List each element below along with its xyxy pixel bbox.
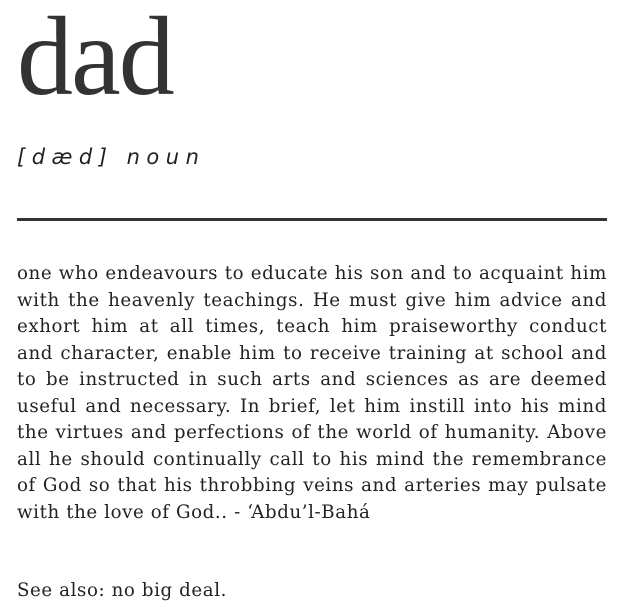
entry-word: dad [17, 0, 173, 119]
see-also-text: See also: no big deal. [17, 580, 227, 601]
definition-text: one who endeavours to educate his son and to acquaint him with the heavenly teachings. He must give him advice and exhort him at all times, teach him praiseworthy conduct and character, enable him to receive training at school and to be instructed in such arts and sciences as are deemed useful and necessary. In brief, let him instill into his mind the virtues and perfections of the world of humanity. Above all he should continually call to his mind the remembrance of God so that his throbbing veins and arteries may pulsate with the love of God.. - ‘Abdu’l-Bahá [17, 263, 607, 523]
divider-line [17, 218, 607, 221]
pronunciation: [dæd] noun [17, 145, 206, 169]
